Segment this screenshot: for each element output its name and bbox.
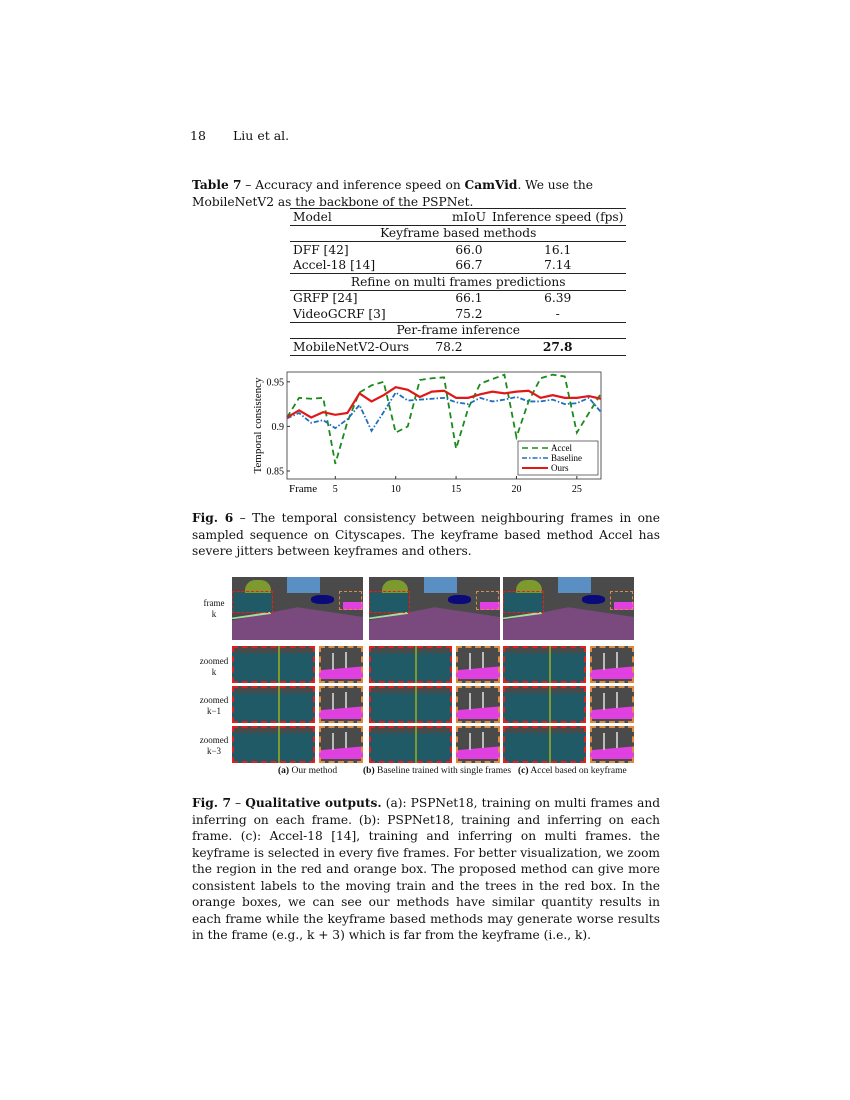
caption-text: . We use the MobileNetV2 as the backbone of the PSPNet.	[192, 178, 593, 209]
table-label: Table 7	[192, 178, 242, 192]
cell: 66.0	[455, 242, 483, 257]
segmentation-frame	[369, 577, 500, 640]
caption-bold: CamVid	[464, 178, 518, 192]
zoomed-orange-region	[456, 686, 500, 723]
subcaption-c: (c) Accel based on keyframe	[518, 766, 627, 776]
zoomed-orange-region	[590, 646, 634, 683]
col-header: Inference speed (fps)	[489, 209, 626, 226]
fig-title: Qualitative outputs.	[245, 796, 382, 810]
table-row	[290, 290, 626, 306]
table-row	[290, 258, 626, 274]
table-caption	[192, 177, 660, 210]
section-title: Per-frame inference	[290, 322, 626, 339]
row-label: zoomed k−1	[199, 695, 229, 716]
zoomed-red-region	[503, 726, 586, 763]
col-header: Model	[290, 209, 412, 226]
x-axis-label: Frame	[289, 483, 318, 495]
cell: 66.7	[455, 258, 483, 273]
section-title: Refine on multi frames predictions	[290, 274, 626, 291]
zoomed-red-region	[232, 686, 315, 723]
row-label: frame k	[203, 598, 225, 619]
cell: Accel-18 [14]	[293, 258, 376, 273]
zoomed-orange-region	[590, 726, 634, 763]
caption-text: – The temporal consistency between neighbouring frames in one sampled sequence on Cityscapes. The keyframe based method Accel has severe jitters between keyframes and others.	[192, 511, 660, 558]
zoomed-red-region	[369, 726, 452, 763]
x-tick-label: 20	[511, 484, 522, 495]
cell: DFF [42]	[293, 242, 349, 257]
x-tick-label: 25	[571, 484, 582, 495]
zoomed-red-region	[369, 686, 452, 723]
zoomed-orange-region	[456, 726, 500, 763]
fig-label: Fig. 6	[192, 511, 234, 525]
cell: VideoGCRF [3]	[293, 306, 386, 321]
table-row	[290, 306, 626, 322]
x-tick-label: 15	[451, 484, 462, 495]
caption-text: (a): PSPNet18, training on multi frames and inferring on each frame. (b): PSPNet18, training and inferring on each frame. (c): Accel-18 [14], training and inferring on multi frames. the keyframe is selected in every five frames. For better visualization, we zoom the region in the red and orange box. The proposed method can give more consistent labels to the moving train and the trees in the red box. In the orange boxes, we can see our methods have similar quantity results in each frame while the keyframe based methods may generate worse results in the frame (e.g., k + 3) which is far from the keyframe (i.e., k).	[192, 796, 660, 942]
section-title: Keyframe based methods	[290, 225, 626, 242]
zoomed-red-region	[232, 646, 315, 683]
fig7-caption: Fig. 7 – Qualitative outputs. (a): PSPNet18, training on multi frames and inferring on each frame. (b): PSPNet18, training and inferring on each frame. (c): Accel-18 [14], training and inferring on multi frames. the keyframe is selected in every five frames. For better visualization, we zoom the region in the red and orange box. The proposed method can give more consistent labels to the moving train and the trees in the red box. In the orange boxes, we can see our methods have similar quantity results in each frame while the keyframe based methods may generate worse results in the frame (e.g., k + 3) which is far from the keyframe (i.e., k).	[192, 796, 660, 942]
cell: 7.14	[544, 258, 572, 273]
fig6-caption	[192, 510, 660, 560]
y-tick-label: 0.9	[271, 421, 284, 433]
zoomed-orange-region	[456, 646, 500, 683]
cell: 16.1	[544, 242, 572, 257]
cell: MobileNetV2-Ours	[290, 339, 412, 356]
row-label: zoomed k	[199, 656, 229, 677]
x-tick-label: 5	[332, 484, 338, 495]
y-tick-label: 0.85	[266, 466, 284, 478]
zoomed-orange-region	[590, 686, 634, 723]
zoomed-red-region	[503, 646, 586, 683]
legend-label: Baseline	[551, 453, 582, 463]
legend-label: Ours	[551, 463, 569, 473]
zoomed-red-region	[369, 646, 452, 683]
col-header: mIoU	[412, 209, 489, 226]
zoomed-orange-region	[319, 646, 363, 683]
x-tick-label: 10	[390, 484, 401, 495]
cell: 27.8	[489, 339, 626, 356]
cell: 75.2	[455, 306, 483, 321]
subcaption-b: (b) Baseline trained with single frames	[363, 766, 512, 776]
subcaption-a: (a) Our method	[278, 766, 338, 776]
cell: GRFP [24]	[293, 291, 358, 306]
cell: 66.1	[455, 291, 483, 306]
zoomed-orange-region	[319, 726, 363, 763]
cell: 6.39	[544, 291, 572, 306]
results-table	[290, 208, 626, 356]
running-head: Liu et al.	[233, 128, 290, 143]
table-row	[290, 339, 626, 356]
cell: -	[555, 306, 560, 321]
zoomed-red-region	[232, 726, 315, 763]
row-label: zoomed k−3	[199, 735, 229, 756]
page-number: 18	[190, 128, 206, 143]
zoomed-red-region	[503, 686, 586, 723]
caption-text: – Accuracy and inference speed on	[241, 178, 465, 192]
y-axis-label: Temporal consistency	[252, 377, 264, 474]
segmentation-frame	[503, 577, 634, 640]
y-tick-label: 0.95	[266, 377, 284, 389]
fig-label: Fig. 7	[192, 796, 231, 810]
zoomed-orange-region	[319, 686, 363, 723]
table-row	[290, 242, 626, 258]
legend-label: Accel	[551, 443, 572, 453]
cell: 78.2	[412, 339, 489, 356]
temporal-consistency-chart	[245, 365, 610, 500]
segmentation-frame	[232, 577, 363, 640]
